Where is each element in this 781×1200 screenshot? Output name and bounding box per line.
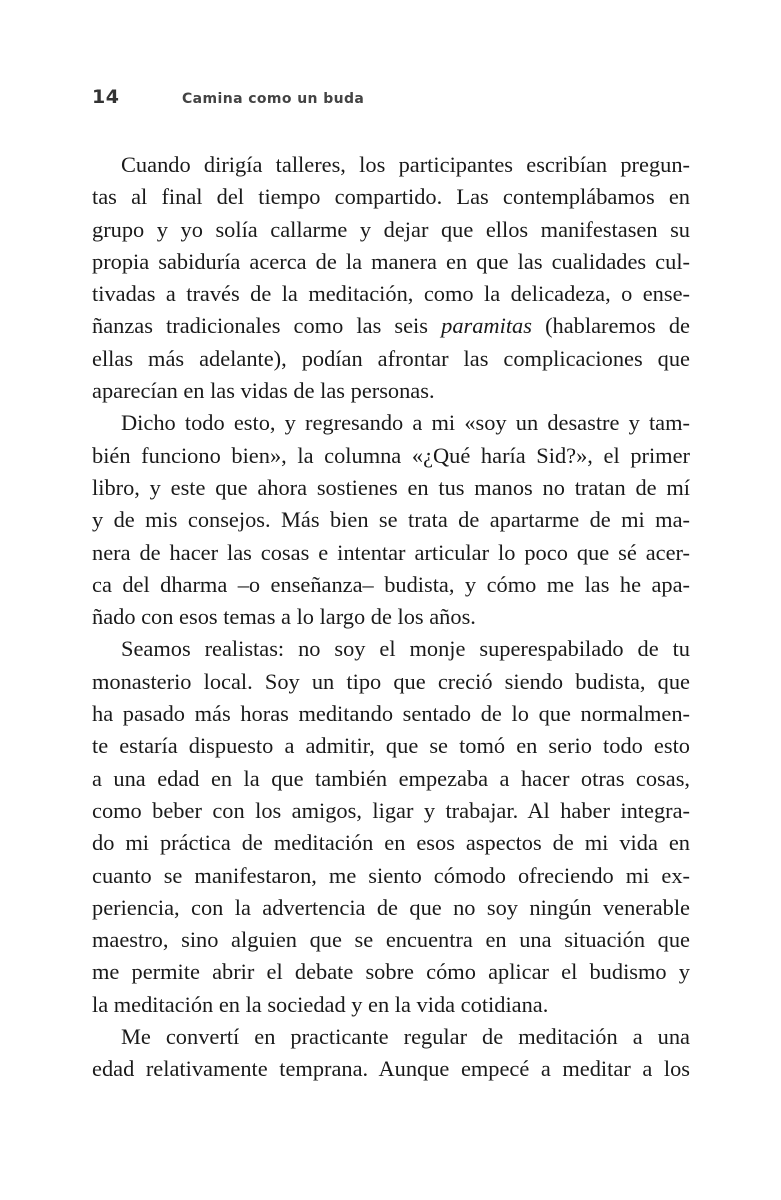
text-line: grupo y yo solía callarme y dejar que ellos manifestasen su — [92, 216, 690, 242]
text-line: Dicho todo esto, y regresando a mi «soy un desastre y tam- — [121, 410, 690, 436]
text-line: ha pasado más horas meditando sentado de lo que normalmen- — [92, 701, 690, 727]
text-line: Me convertí en practicante regular de meditación a una — [121, 1024, 690, 1050]
running-header — [92, 86, 364, 112]
text-line: me permite abrir el debate sobre cómo aplicar el budismo y — [92, 959, 690, 985]
text-line: ellas más adelante), podían afrontar las complicaciones que — [92, 345, 690, 371]
text-line: y de mis consejos. Más bien se trata de apartarme de mi ma- — [92, 507, 690, 533]
text-line: Cuando dirigía talleres, los participantes escribían pregun- — [121, 152, 690, 177]
book-title: Camina como un buda — [182, 91, 365, 107]
italic-term: paramitas — [441, 313, 532, 339]
text-line-with-italic — [92, 310, 690, 342]
text-line: periencia, con la advertencia de que no soy ningún venerable — [92, 894, 690, 920]
text-line: do mi práctica de meditación en esos aspectos de mi vida en — [92, 830, 690, 856]
text-line: aparecían en las vidas de las personas. — [92, 378, 435, 404]
text-line: cuanto se manifestaron, me siento cómodo ofreciendo mi ex- — [92, 862, 690, 888]
text-line: a una edad en la que también empezaba a hacer otras cosas, — [92, 765, 690, 791]
text-fragment: (hablaremos de — [531, 313, 690, 339]
text-line: maestro, sino alguien que se encuentra en una situación que — [92, 927, 690, 953]
text-line: te estaría dispuesto a admitir, que se tomó en serio todo esto — [92, 733, 690, 759]
text-line: Seamos realistas: no soy el monje superespabilado de tu — [121, 636, 690, 662]
text-line: tivadas a través de la meditación, como la delicadeza, o ense- — [92, 281, 690, 307]
text-line: propia sabiduría acerca de la manera en que las cualidades cul- — [92, 248, 690, 274]
text-line: ñado con esos temas a lo largo de los años. — [92, 604, 476, 630]
text-line: nera de hacer las cosas e intentar articular lo poco que sé acer- — [92, 539, 690, 565]
text-line: la meditación en la sociedad y en la vida cotidiana. — [92, 991, 549, 1017]
text-line: como beber con los amigos, ligar y trabajar. Al haber integra- — [92, 797, 690, 823]
text-line: monasterio local. Soy un tipo que creció siendo budista, que — [92, 668, 690, 694]
text-line: libro, y este que ahora sostienes en tus manos no tratan de mí — [92, 474, 690, 500]
text-line: bién funciono bien», la columna «¿Qué haría Sid?», el primer — [92, 442, 690, 468]
text-fragment: ñanzas tradicionales como las seis — [92, 313, 442, 339]
page-number: 14 — [92, 86, 120, 108]
text-line: tas al final del tiempo compartido. Las contemplábamos en — [92, 184, 690, 210]
text-line: edad relativamente temprana. Aunque empecé a meditar a los — [92, 1056, 690, 1082]
text-line: ca del dharma –o enseñanza– budista, y cómo me las he apa- — [92, 571, 690, 597]
body-text — [92, 149, 690, 1086]
